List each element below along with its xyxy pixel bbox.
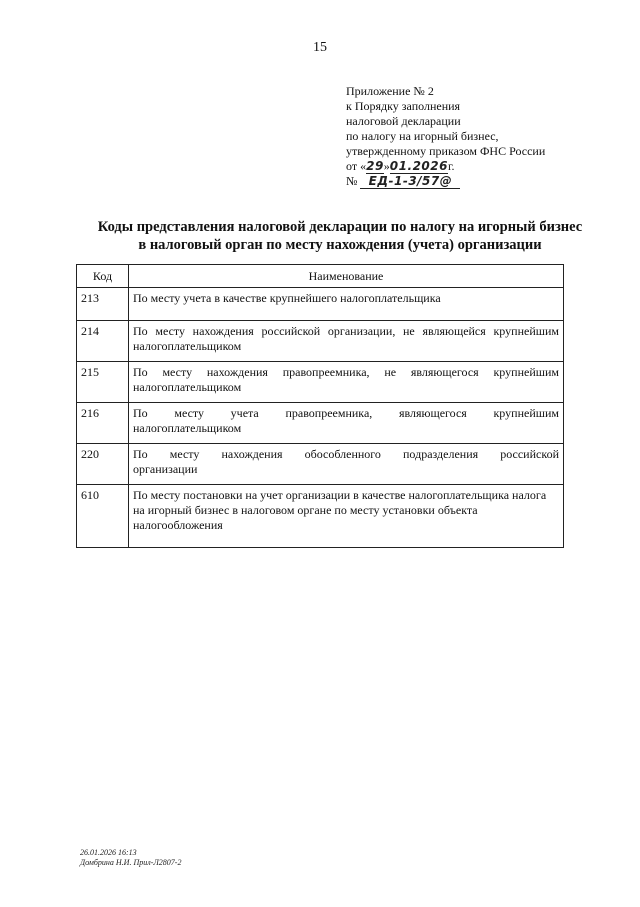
date-suffix: г. (447, 159, 455, 173)
codes-table (76, 264, 564, 548)
code-cell: 214 (77, 321, 129, 362)
table-row (77, 321, 564, 362)
date-day-handwritten: 29 (366, 159, 384, 173)
table-row (77, 444, 564, 485)
footer-author: Домбрина Н.И. Прил-Л2807-2 (80, 858, 182, 867)
name-cell: По месту учета в качестве крупнейшего налогоплательщика (129, 288, 564, 321)
code-cell: 213 (77, 288, 129, 321)
date-year-handwritten: 2026 (412, 159, 448, 173)
header-name: Наименование (129, 265, 564, 288)
title-line: Коды представления налоговой декларации по налогу на игорный бизнес (97, 219, 583, 235)
appendix-line: утвержденному приказом ФНС России (346, 144, 546, 158)
name-line: По месту нахождения обособленного подразделения российской (133, 447, 559, 461)
number-prefix: № (346, 174, 358, 188)
appendix-line: Приложение № 2 (346, 84, 434, 98)
code-cell: 610 (77, 485, 129, 548)
document-title (60, 218, 620, 254)
name-cell (129, 444, 564, 485)
name-cell: По месту постановки на учет организации в качестве налогоплательщика налога на игорный бизнес в налоговом органе по месту установки объекта налогообложения (129, 485, 564, 548)
appendix-line: налоговой декларации (346, 114, 461, 128)
appendix-line: по налогу на игорный бизнес, (346, 129, 499, 143)
appendix-block (346, 84, 616, 189)
name-line: По месту учета правопреемника, являющегося крупнейшим (133, 406, 559, 420)
code-cell: 215 (77, 362, 129, 403)
appendix-number (346, 174, 616, 189)
footer-stamp (80, 848, 181, 868)
page-number: 15 (313, 40, 327, 55)
name-line: По месту нахождения правопреемника, не являющегося крупнейшим (133, 365, 559, 379)
table-row (77, 403, 564, 444)
name-line: налогоплательщиком (133, 421, 242, 435)
table-row (77, 362, 564, 403)
date-prefix: от « (346, 159, 367, 173)
name-cell (129, 403, 564, 444)
header-code: Код (77, 265, 129, 288)
appendix-line: к Порядку заполнения (346, 99, 461, 113)
date-mid: » (383, 159, 390, 173)
name-line: организации (133, 462, 198, 476)
date-month-handwritten: 01. (389, 159, 413, 173)
name-cell: По месту нахождения российской организации, не являющейся крупнейшим налогоплательщиком (129, 321, 564, 362)
name-line: налогоплательщиком (133, 380, 242, 394)
footer-timestamp: 26.01.2026 16:13 (80, 848, 137, 857)
table-header-row (77, 265, 564, 288)
code-cell: 220 (77, 444, 129, 485)
title-line: в налоговый орган по месту нахождения (учета) организации (138, 237, 542, 253)
appendix-date (346, 159, 616, 174)
code-cell: 216 (77, 403, 129, 444)
number-handwritten: ЕД-1-3/57@ (360, 175, 460, 189)
table-row (77, 288, 564, 321)
name-cell (129, 362, 564, 403)
table-row (77, 485, 564, 548)
